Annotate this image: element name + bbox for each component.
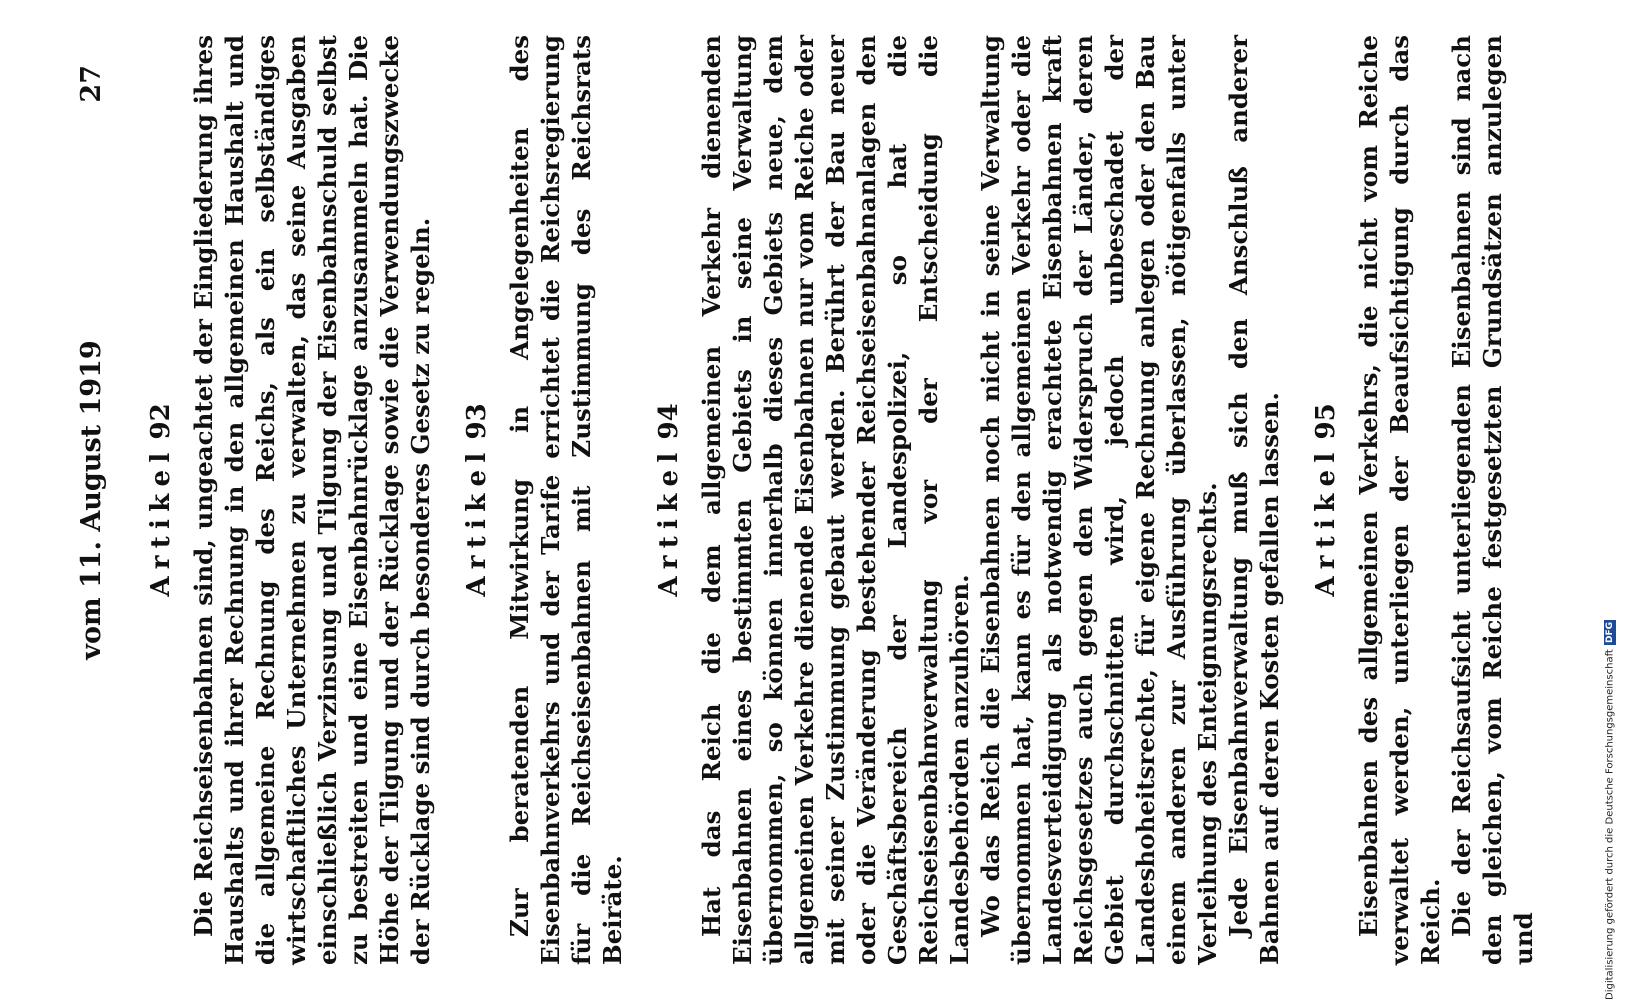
article-paragraph: Hat das Reich die dem allgemeinen Verkehr dienenden Eisenbahnen eines bestimmten Gebiets in seine Verwaltung übernommen, so können innerhalb dieses Gebiets neue, dem allgemeinen Verkehre dienende Eisenbahnen nur vom Reiche oder mit seiner Zustimmung gebaut werden. Berührt der Bau neuer oder die Veränderung bestehender Reichseisenbahnanlagen den Geschäftsbereich der Landespolizei, so hat die Reichseisenbahnverwaltung vor der Entscheidung die Landesbehörden anzuhören. [697, 35, 974, 965]
article-paragraph: Die der Reichsaufsicht unterliegenden Eisenbahnen sind nach den gleichen, vom Reiche festgesetzten Grundsätzen anzulegen und [1447, 35, 1538, 965]
article-heading [462, 35, 492, 965]
article-number: 94 [654, 403, 684, 440]
digitization-credit [1590, 370, 1630, 1000]
article-92 [146, 35, 436, 965]
header-date: vom 11. August 1919 [76, 340, 107, 660]
credit-text: Digitalisierung gefördert durch die Deutsche Forschungsgemeinschaft [1604, 649, 1616, 1000]
article-heading-label: Artikel [654, 445, 684, 597]
article-95 [1311, 35, 1539, 965]
article-number: 93 [462, 403, 492, 440]
article-heading-label: Artikel [462, 445, 492, 597]
article-number: 92 [146, 403, 176, 440]
article-paragraph: Die Reichseisenbahnen sind, ungeachtet der Eingliederung ihres Haushalts und ihrer Rechnung in den allgemeinen Haushalt und die allgemeine Rechnung des Reichs, als ein selbständiges wirtschaftliches Unternehmen zu verwalten, das seine Ausgaben einschließlich Verzinsung und Tilgung der Eisenbahnschuld selbst zu bestreiten und eine Eisenbahnrücklage anzusammeln hat. Die Höhe der Tilgung und der Rücklage sowie die Verwendungszwecke der Rücklage sind durch besonderes Gesetz zu regeln. [189, 35, 435, 965]
article-number: 95 [1311, 403, 1341, 440]
article-heading [1311, 35, 1341, 965]
article-paragraph: Wo das Reich die Eisenbahnen noch nicht in seine Verwaltung übernommen hat, kann es für den allgemeinen Verkehr oder die Landesverteidigung als notwendig erachtete Eisenbahnen kraft Reichsgesetzes auch gegen den Widerspruch der Länder, deren Gebiet durchschnitten wird, jedoch unbeschadet der Landeshoheitsrechte, für eigene Rechnung anlegen oder den Bau einem anderen zur Ausführung überlassen, nötigenfalls unter Verleihung des Enteignungsrechts. [976, 35, 1222, 965]
article-heading-label: Artikel [146, 445, 176, 597]
running-head [70, 35, 120, 965]
article-paragraph: Eisenbahnen des allgemeinen Verkehrs, die nicht vom Reiche verwaltet werden, unterliegen der Beaufsichtigung durch das Reich. [1354, 35, 1445, 965]
article-93 [462, 35, 628, 965]
article-heading [654, 35, 684, 965]
article-heading [146, 35, 176, 965]
article-94 [654, 35, 1285, 965]
page-number: 27 [76, 65, 107, 103]
article-paragraph: Jede Eisenbahnverwaltung muß sich den Anschluß anderer Bahnen auf deren Kosten gefallen lassen. [1224, 35, 1284, 965]
article-heading-label: Artikel [1311, 445, 1341, 597]
article-paragraph: Zur beratenden Mitwirkung in Angelegenheiten des Eisenbahnverkehrs und der Tarife errichtet die Reichsregierung für die Reichseisenbahnen mit Zustimmung des Reichsrats Beiräte. [505, 35, 627, 965]
dfg-logo: DFG [1605, 622, 1615, 644]
